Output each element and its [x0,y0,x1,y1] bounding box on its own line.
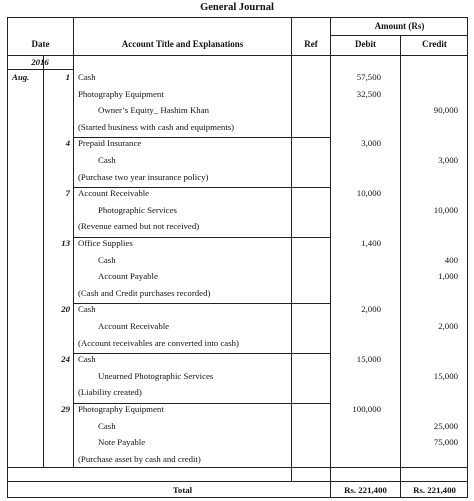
entry-line-text: Photography Equipment [78,404,164,414]
account-header: Account Title and Explanations [121,39,244,49]
entry-line-text: Cash [78,354,96,365]
entry-line-text: Account Receivable [98,321,170,331]
entry-separator [74,403,331,404]
entry-separator [74,353,331,354]
total-debit: Rs. 221,400 [344,485,387,495]
credit-header: Credit [422,39,447,49]
entry-line-text: Cash [98,420,116,431]
journal-title: General Journal [200,2,274,13]
entry-day: 20 [61,304,70,315]
entry-credit: 1,000 [438,271,458,282]
entry-credit: 400 [444,254,458,265]
entry-separator [74,137,331,138]
entry-debit: 1,400 [361,238,381,248]
total-credit: Rs. 221,400 [413,485,456,495]
entry-line-text: (Liability created) [78,387,142,398]
entry-line-text: (Cash and Credit purchases recorded) [78,287,211,298]
entry-separator [74,303,331,304]
entry-line-text: (Revenue earned but not received) [78,221,200,232]
ref-header: Ref [304,39,318,49]
entry-line-text: (Started business with cash and equipments) [78,121,235,132]
entry-debit: 2,000 [361,304,381,315]
entry-debit: 57,500 [356,72,381,82]
entry-day: 29 [61,404,70,414]
entry-line-text: (Purchase asset by cash and credit) [78,453,201,464]
amount-header-underline [330,35,468,36]
debit-header: Debit [355,39,376,49]
entry-line-text: Cash [78,72,96,82]
entry-line-text: Owner’s Equity_ Hashim Khan [98,105,210,116]
entry-debit: 100,000 [352,404,381,414]
year-row-line [8,69,74,70]
entry-line-text: Cash [98,155,116,165]
entry-day: 1 [65,72,70,82]
year-label: 2016 [31,57,49,67]
total-label: Total [172,485,193,495]
entry-debit: 32,500 [356,88,381,99]
col-divider-ref [291,18,292,481]
entry-line-text: Account Receivable [78,188,150,199]
entry-credit: 2,000 [438,321,458,331]
entry-day: 13 [61,238,70,248]
entry-debit: 10,000 [356,188,381,199]
entry-line-text: (Purchase two year insurance policy) [78,171,209,182]
entry-debit: 3,000 [361,138,381,149]
amount-header: Amount (Rs) [374,21,425,31]
journal-table [7,17,468,498]
header-bottom-line [8,55,468,56]
entry-line-text: Photographic Services [98,204,177,215]
entry-line-text: (Account receivables are converted into cash) [78,337,239,348]
entry-line-text: Cash [78,304,96,315]
entry-line-text: Office Supplies [78,238,133,248]
entry-day: 24 [61,354,70,365]
entry-day: 7 [65,188,70,199]
date-header: Date [31,39,50,49]
entry-credit: 25,000 [433,420,458,431]
entry-line-text: Cash [98,254,116,265]
entry-credit: 90,000 [433,105,458,116]
col-divider-date [73,18,74,467]
entry-line-text: Prepaid Insurance [78,138,142,149]
entry-credit: 10,000 [433,204,458,215]
entry-line-text: Photography Equipment [78,88,164,99]
entry-separator [74,187,331,188]
entry-debit: 15,000 [356,354,381,365]
entry-month: Aug. [12,72,30,82]
total-top-line [8,467,468,468]
entry-separator [74,237,331,238]
entry-line-text: Note Payable [98,437,146,448]
entry-credit: 75,000 [433,437,458,448]
entry-day: 4 [65,138,70,149]
entry-line-text: Account Payable [98,271,158,282]
entry-line-text: Unearned Photographic Services [98,370,214,381]
entry-credit: 15,000 [433,370,458,381]
entry-credit: 3,000 [438,155,458,165]
